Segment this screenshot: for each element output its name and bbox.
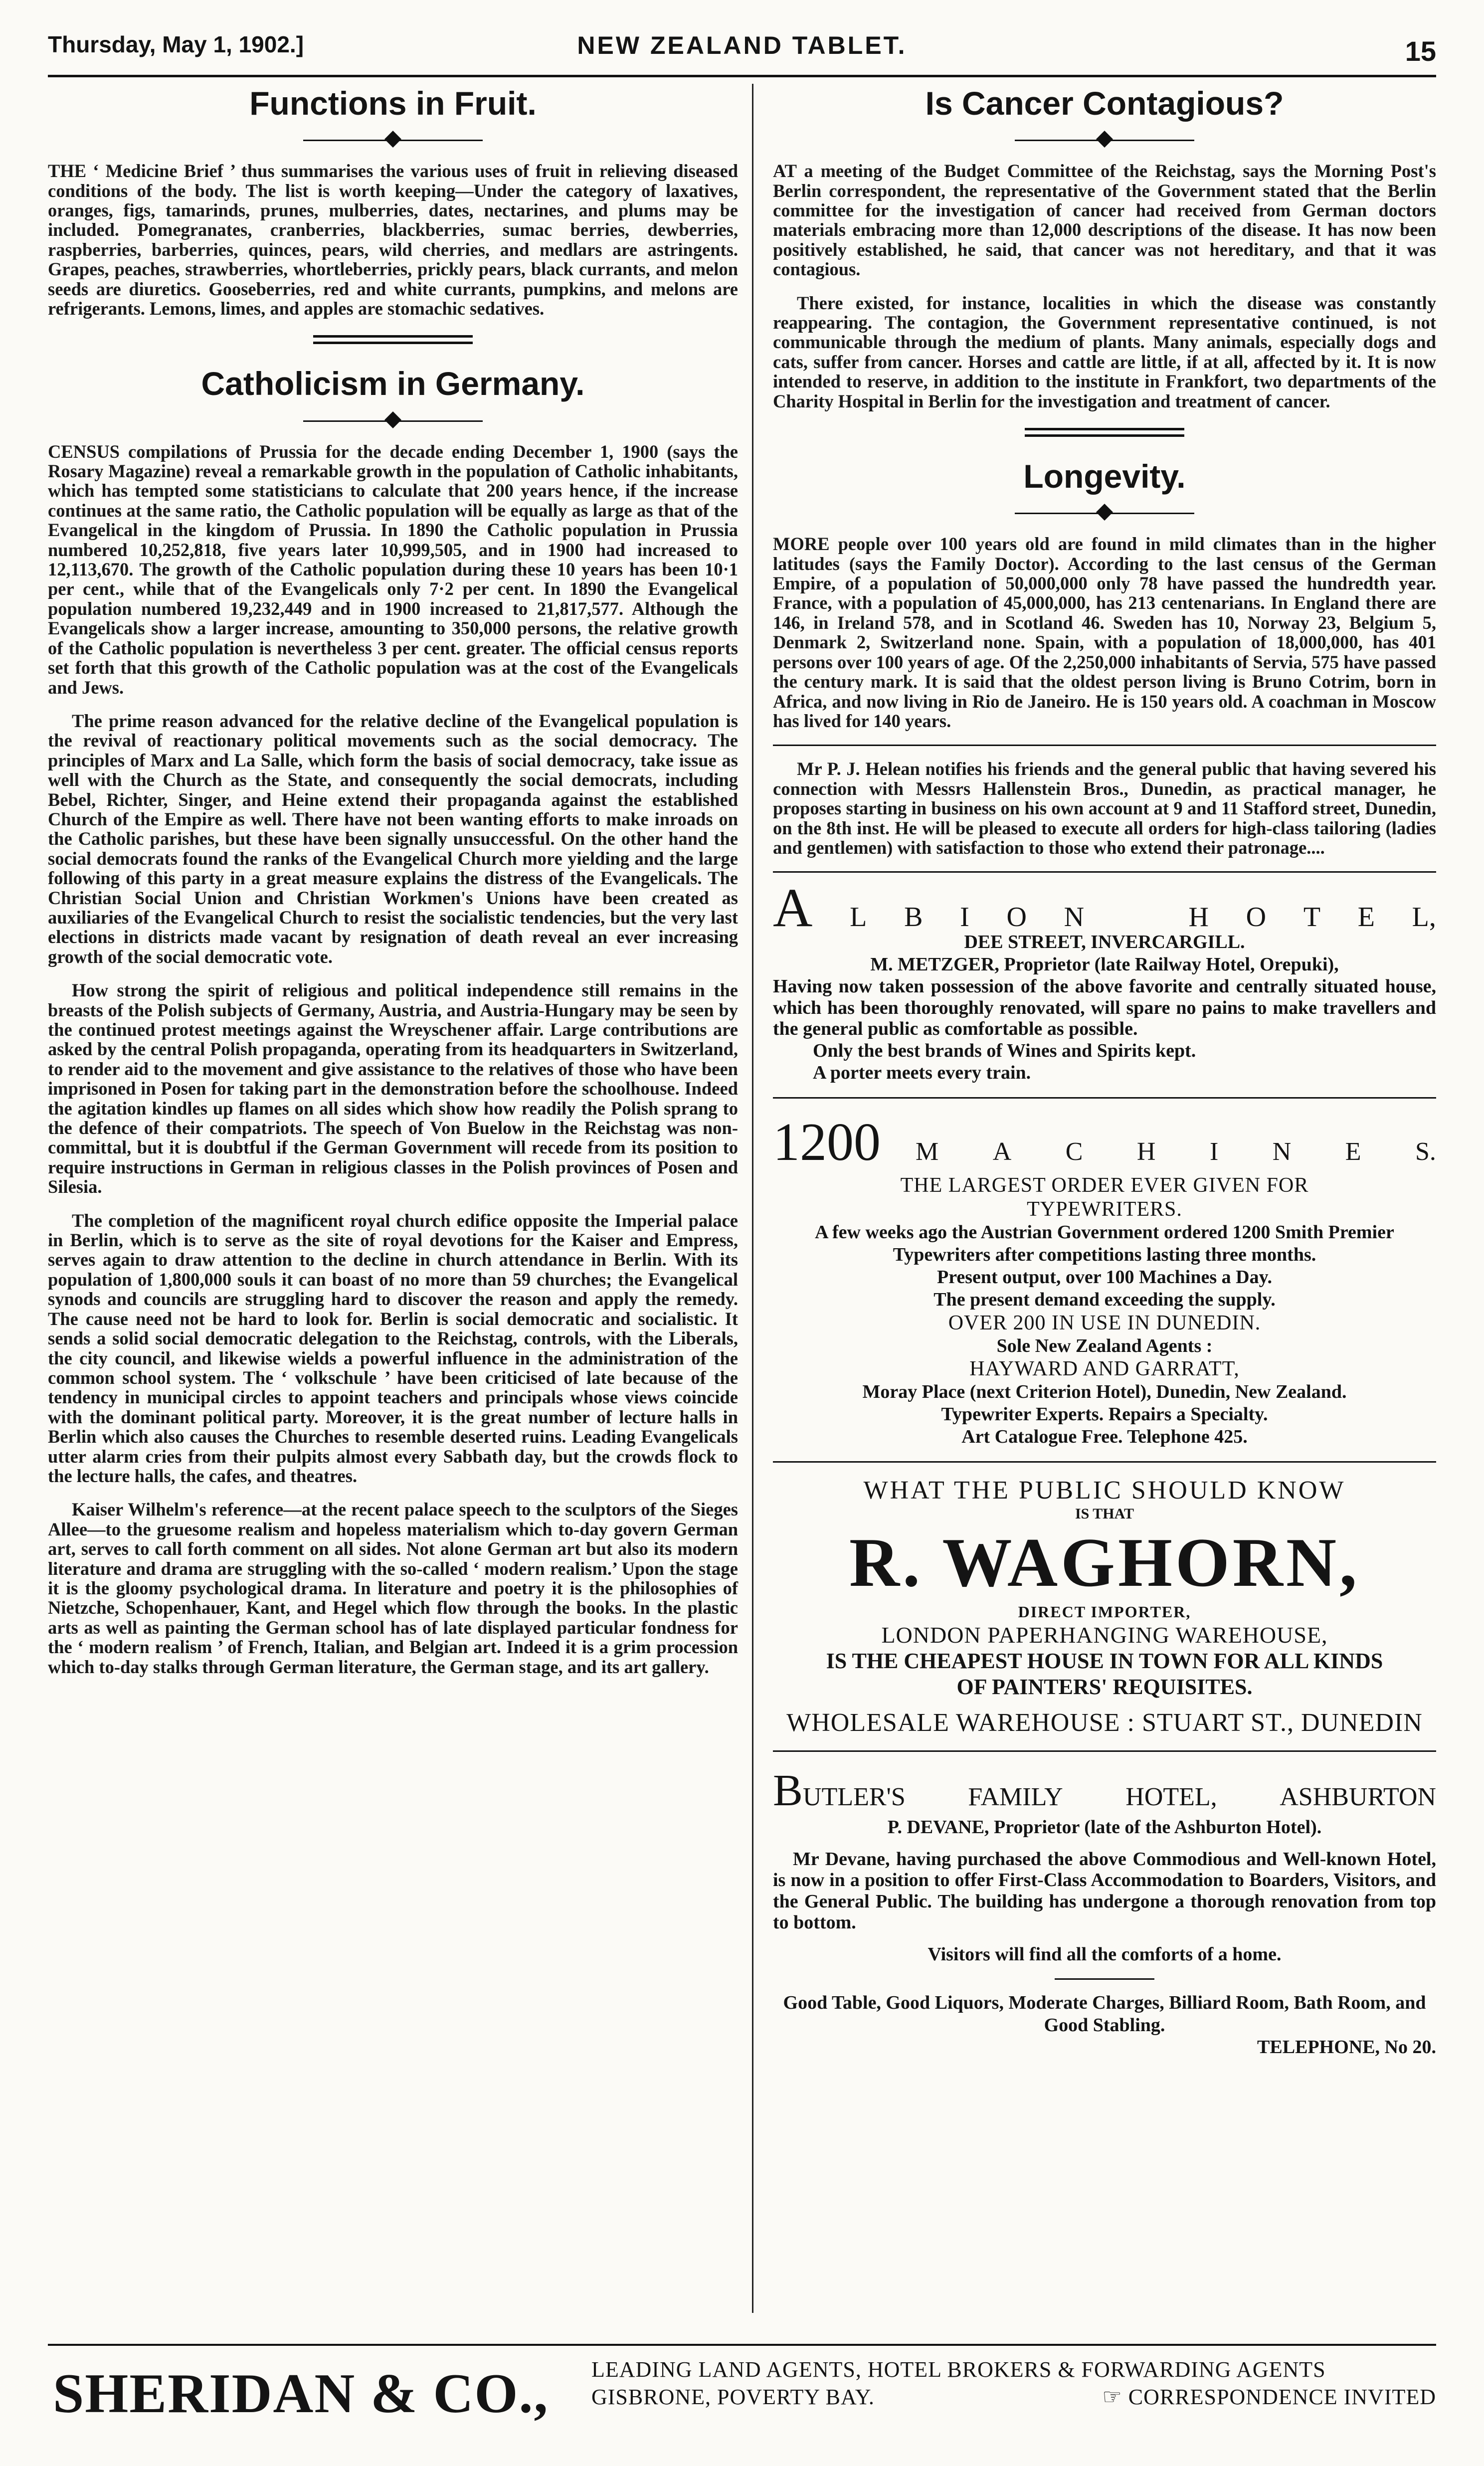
ad-line: OF PAINTERS' REQUISITES.: [956, 1674, 1253, 1699]
footer-line: LEADING LAND AGENTS, HOTEL BROKERS & FORWARDING AGENTS: [591, 2357, 1326, 2382]
footer-rule: [48, 2344, 1436, 2346]
ornament-divider: [1055, 1969, 1154, 1989]
rule: [773, 1461, 1436, 1463]
article-cancer: [773, 84, 1436, 411]
ad-number: 1200: [773, 1113, 881, 1172]
article-body: MORE people over 100 years old are found in mild climates than in the higher latitudes (says the Family Doctor). According to the last census of the German Empire, of a population of 50,000,000 only 78 have passed the hundredth year. France, with a population of 45,000,000, has 213 centenarians. In England there are 146, in Ireland 578, and in Scotland 46. Sweden has 10, Norway 23, Belgium 5, Denmark 2, Switzerland none. Spain, with a population of 18,000,000, has 401 persons over 100 years of age. Of the 2,250,000 inhabitants of Servia, 575 have passed the century mark. It is said that the oldest person living is Bruno Cotrim, born in Africa, and now living in Rio de Janeiro. He is 150 years old. A coachman in Moscow has lived for 140 years.: [773, 534, 1436, 731]
ad-line: A few weeks ago the Austrian Government ordered 1200 Smith Premier Typewriters after competitions lasting three months.: [815, 1222, 1394, 1266]
rule: [773, 1750, 1436, 1752]
article-title: Catholicism in Germany.: [201, 365, 585, 402]
article-title: Functions in Fruit.: [249, 85, 537, 122]
section-double-rule: [313, 335, 473, 344]
issue-date: Thursday, May 1, 1902.]: [48, 31, 304, 57]
article-fruit: [48, 84, 738, 318]
ad-albion-hotel: [773, 877, 1436, 1084]
ad-proprietor: P. DEVANE, Proprietor (late of the Ashburton Hotel).: [887, 1816, 1322, 1838]
ad-line: TYPEWRITERS.: [1027, 1198, 1182, 1221]
ad-body: Having now taken possession of the above favorite and centrally situated house, which has been thoroughly renovated, will spare no pains to make travellers and the general public as comfortable as possible.: [773, 976, 1436, 1040]
column-divider: [752, 84, 753, 2313]
footer-correspondence: ☞ CORRESPONDENCE INVITED: [1102, 2385, 1436, 2409]
ad-line: WHAT THE PUBLIC SHOULD KNOW: [863, 1476, 1346, 1505]
footer-company-name: SHERIDAN & CO.,: [53, 2363, 549, 2425]
footer-place: GISBRONE, POVERTY BAY.: [591, 2385, 875, 2409]
ad-name: R. WAGHORN,: [849, 1524, 1360, 1602]
article-paragraph: There existed, for instance, localities in which the disease was constantly reappearing. The contagion, the Government representative continued, is not communicable through the medium of plants. Many animals, especially dogs and cats, suffer from cancer. Horses and cattle are little, if at all, affected by it. It is now intended to reserve, in addition to the institute in Frankfort, two departments of the Charity Hospital in Berlin for the investigation and treatment of cancer.: [773, 292, 1436, 411]
ad-butlers-hotel: [773, 1765, 1436, 2059]
article-catholicism-germany: [48, 364, 738, 1677]
article-title: Is Cancer Contagious?: [925, 85, 1284, 122]
ad-line: DIRECT IMPORTER,: [1018, 1603, 1191, 1621]
ad-line: HAYWARD AND GARRATT,: [969, 1357, 1240, 1381]
article-paragraph: The prime reason advanced for the relative decline of the Evangelical population is the revival of reactionary political movements such as the social democracy. The principles of Marx and La Salle, which form the basis of social democracy, take issue as well with the Church as the State, and consequently the social democrats, including Bebel, Richter, Singer, and Heine extend their propaganda against the established Church of the Empire as well. There have not been wanting efforts to make inroads on the Catholic parishes, but these have been signally unsuccessful. On the other hand the social democrats found the ranks of the Evangelical Church more yielding and the large following of this party in a great measure explains the distress of the Evangelicals. The Christian Social Union and Christian Workmen's Unions have been created as auxiliaries of the Evangelical Church to resist the socialistic tendencies, but the very last elections in districts made vacant by resignation of death reveal an ever increasing growth of the social democratic vote.: [48, 710, 738, 967]
ad-heading: BUTLER'S FAMILY HOTEL, ASHBURTON: [773, 1765, 1436, 1815]
rule: [773, 745, 1436, 746]
rule: [773, 1097, 1436, 1099]
page-number: 15: [1405, 35, 1436, 67]
ornament-divider: [1015, 130, 1194, 150]
ornament-divider: [1015, 503, 1194, 523]
ad-line: Typewriter Experts. Repairs a Specialty.: [941, 1404, 1268, 1425]
ad-line: Moray Place (next Criterion Hotel), Dunedin, New Zealand.: [862, 1381, 1347, 1403]
ad-line: The present demand exceeding the supply.: [933, 1289, 1276, 1310]
drop-cap: B: [773, 1765, 803, 1815]
ad-line: IS THE CHEAPEST HOUSE IN TOWN FOR ALL KINDS: [826, 1649, 1383, 1674]
footer-ad-sheridan: [48, 2344, 1436, 2444]
ad-line: Visitors will find all the comforts of a home.: [928, 1943, 1282, 1965]
drop-cap: A: [773, 877, 813, 939]
rule: [773, 871, 1436, 873]
ad-line: IS THAT: [1075, 1505, 1134, 1522]
ornament-divider: [303, 411, 483, 431]
article-body: THE ‘ Medicine Brief ’ thus summarises the various uses of fruit in relieving diseased conditions of the body. The list is worth keeping—Under the category of laxatives, oranges, figs, tamarinds, prunes, mulberries, dates, nectarines, and plums may be included. Pomegranates, cranberries, blackberries, sumac berries, dewberries, raspberries, barberries, quinces, pears, wild cherries, and medlars are astringents. Grapes, peaches, strawberries, whortleberries, prickly pears, black currants, and melon seeds are diuretics. Gooseberries, red and white currants, pumpkins, and melons are refrigerants. Lemons, limes, and apples are stomachic sedatives.: [48, 161, 738, 319]
article-paragraph: The completion of the magnificent royal church edifice opposite the Imperial palace in Berlin, which is to serve as the site of royal devotions for the Kaiser and Empress, serves again to draw attention to the decline in church attendance in Berlin. With its population of 1,800,000 souls it can boast of no more than 59 churches; the Evangelical synods and councils are struggling hard to discover the reason and apply the remedy. The cause need not be hard to look for. Berlin is social democratic and socialistic. It sends a solid social democratic delegation to the Reichstag, controls, with the Liberals, the city council, and likewise wields a powerful influence in the administration of the common school system. The ‘ volkschule ’ have been criticised of late because of the tendency in municipal circles to appoint teachers and principals whose views coincide with the dominant political party. Moreover, it is the great number of lecture halls in Berlin which also causes the Churches to resemble deserted ruins. Leading Evangelicals utter alarm cries from their pulpits almost every Sabbath day, but the crowds flock to the lecture halls, the cafes, and theatres.: [48, 1210, 738, 1486]
ad-heading: 1200 M A C H I N E S.: [773, 1112, 1436, 1173]
ad-waghorn: [773, 1476, 1436, 1737]
ad-line: Sole New Zealand Agents :: [996, 1335, 1213, 1356]
ad-body: Mr Devane, having purchased the above Commodious and Well-known Hotel, is now in a position to offer First-Class Accommodation to Boarders, Visitors, and the General Public. The building has undergone a thorough renovation from top to bottom.: [773, 1848, 1436, 1933]
masthead-title: NEW ZEALAND TABLET.: [577, 31, 907, 59]
ad-telephone: TELEPHONE, No 20.: [1257, 2037, 1436, 2058]
ad-line: Present output, over 100 Machines a Day.: [936, 1266, 1272, 1288]
ad-line: LONDON PAPERHANGING WAREHOUSE,: [881, 1622, 1328, 1648]
footer-details: [591, 2356, 1436, 2411]
ad-line: Only the best brands of Wines and Spirits kept.: [813, 1040, 1196, 1061]
notice-helean: Mr P. J. Helean notifies his friends and the general public that having severed his connection with Messrs Hallenstein Bros., Dunedin, as practical manager, he proposes starting in business on his own account at 9 and 11 Stafford street, Dunedin, on the 8th inst. He will be pleased to execute all orders for high-class tailoring (ladies and gentlemen) with satisfaction to those who extend their patronage....: [773, 759, 1436, 858]
page-header: [48, 20, 1436, 75]
article-paragraph: CENSUS compilations of Prussia for the decade ending December 1, 1900 (says the Rosary Magazine) reveal a remarkable growth in the population of Catholic inhabitants, which has tempted some statisticians to calculate that 200 years hence, if the increase continues at the same ratio, the Catholic population will be equally as large as that of the Evangelical in the kingdom of Prussia. In 1890 the Catholic population in Prussia numbered 10,252,818, five years later 10,999,505, and in 1900 had increased to 12,113,670. The growth of the Catholic population during these 10 years has been 10·1 per cent., while that of the Evangelicals only 7·2 per cent. In 1890 the Evangelical population numbered 19,232,449 and in 1900 increased to 21,817,577. Although the Evangelicals show a larger increase, amounting to 350,000 persons, the relative growth of the Catholic population is nevertheless 3 per cent. greater. The official census reports set forth that this growth of the Catholic population was at the cost of the Evangelicals and Jews.: [48, 441, 738, 698]
article-paragraph: How strong the spirit of religious and political independence still remains in the breasts of the Polish subjects of Germany, Austria, and Austria-Hungary may be seen by the continued protest meetings against the Wreyschener affair. Large contributions are asked by the central Polish propaganda, operating from its headquarters in Switzerland, to render aid to the movement and give assistance to the relatives of those who have been imprisoned in Posen for taking part in the demonstration before the schoolhouse. Indeed the agitation kindles up flames on all sides which show how readily the Polish sprang to the defence of their compatriots. The speech of Von Buelow in the Reichstag was non-committal, but it is doubtful if the German Government will recede from its position to require instructions in German in religious classes in the Polish provinces of Posen and Silesia.: [48, 980, 738, 1197]
ad-line: A porter meets every train.: [813, 1062, 1031, 1084]
ad-line: OVER 200 IN USE IN DUNEDIN.: [948, 1311, 1261, 1334]
ad-proprietor: M. METZGER, Proprietor (late Railway Hotel, Orepuki),: [870, 954, 1339, 975]
article-paragraph: Kaiser Wilhelm's reference—at the recent palace speech to the sculptors of the Sieges Allee—to the gruesome realism and hopeless materialism which to-day govern German art, serves to call forth comment on all sides. Not alone German art but also its modern literature and drama are struggling with the so-called ‘ modern realism.’ Upon the stage it is the gloomy psychological drama. In literature and poetry it is the philosophies of Nietzche, Schopenhauer, Kant, and Hegel which flow through the books. In the plastic arts as well as painting the German school has of late displayed particular fondness for the ‘ modern realism ’ of French, Italian, and Belgian art. Indeed it is a grim procession which to-day stalks through German literature, the German stage, and its art gallery.: [48, 1499, 738, 1677]
ad-line: Art Catalogue Free. Telephone 425.: [961, 1426, 1248, 1448]
ad-line: WHOLESALE WAREHOUSE : STUART ST., DUNEDIN: [786, 1708, 1423, 1737]
ad-line: Good Table, Good Liquors, Moderate Charges, Billiard Room, Bath Room, and Good Stabling.: [783, 1992, 1426, 2036]
section-double-rule: [1025, 428, 1184, 437]
ad-heading: A L B I O N H O T E L,: [773, 877, 1436, 939]
ornament-divider: [303, 130, 483, 150]
article-title: Longevity.: [1023, 458, 1186, 495]
article-longevity: [773, 457, 1436, 731]
ad-line: THE LARGEST ORDER EVER GIVEN FOR: [900, 1174, 1309, 1197]
ad-address: DEE STREET, INVERCARGILL.: [964, 932, 1245, 953]
article-paragraph: AT a meeting of the Budget Committee of the Reichstag, says the Morning Post's Berlin correspondent, the representative of the Government stated that the Berlin committee for the investigation of cancer had received from German doctors materials embracing more than 12,000 descriptions of the disease. It has now been positively established, he said, that cancer was not hereditary, and that it was contagious.: [773, 161, 1436, 280]
left-column: [48, 84, 738, 1691]
right-column: [773, 84, 1436, 2059]
ad-typewriters: [773, 1112, 1436, 1448]
header-rule: [48, 75, 1436, 77]
